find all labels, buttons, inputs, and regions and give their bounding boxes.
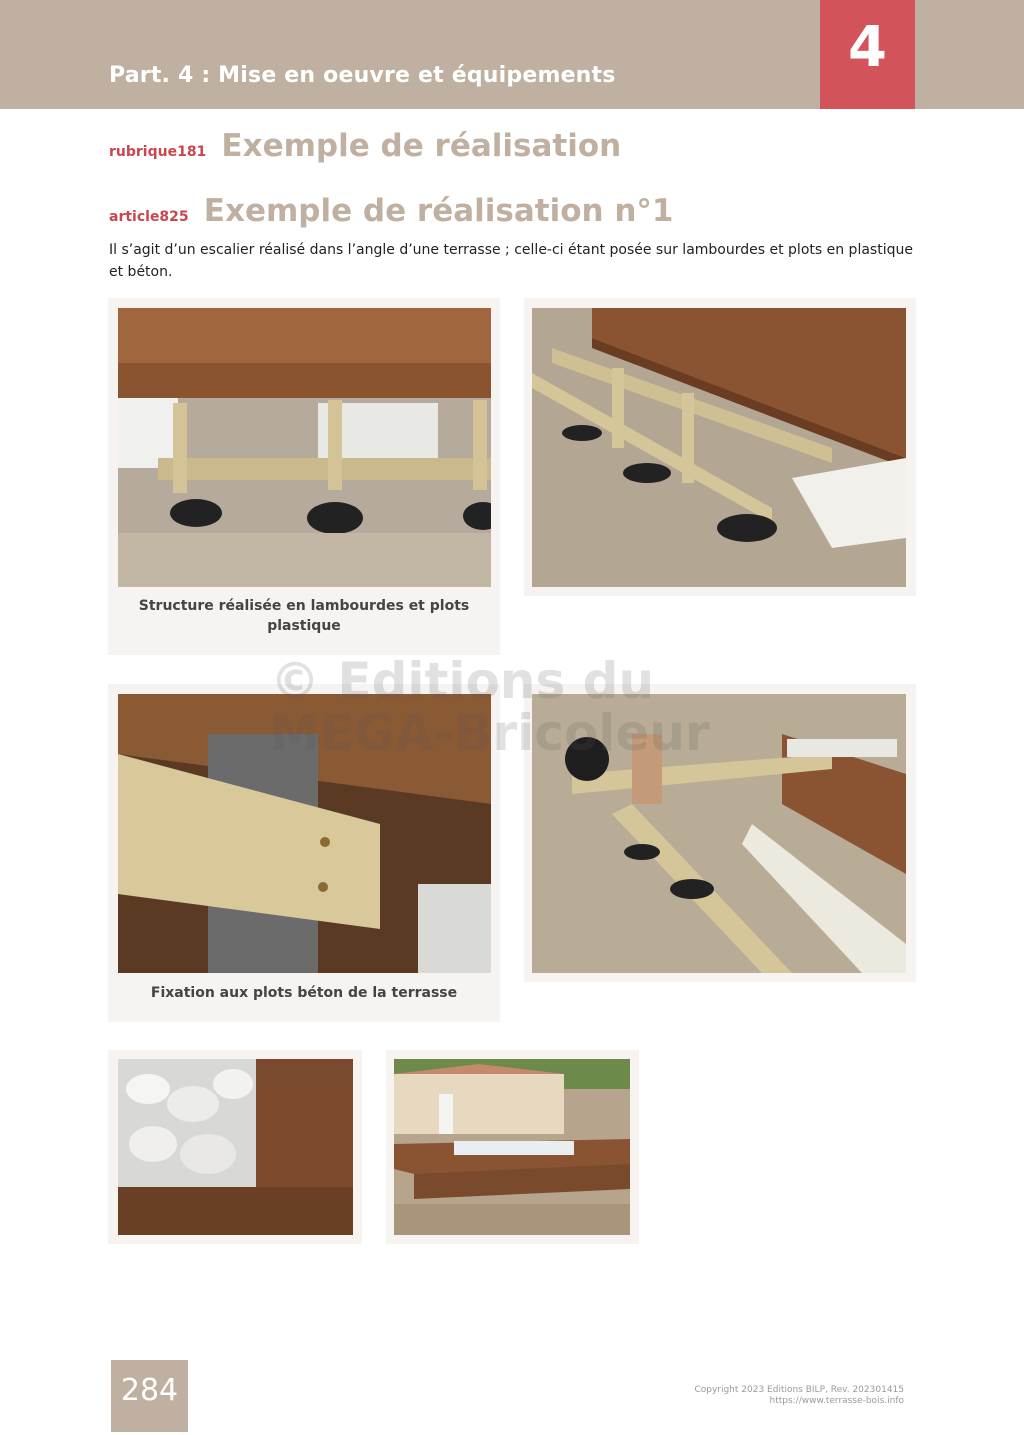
stones-and-boards-photo (118, 1059, 353, 1235)
article-title: Exemple de réalisation n°1 (203, 193, 674, 229)
photo-card-5 (108, 1050, 362, 1244)
page-number: 284 (111, 1360, 188, 1432)
photo-card-3 (108, 684, 500, 1022)
beam-fixing-photo (118, 694, 491, 973)
rubrique-title: Exemple de réalisation (221, 128, 622, 164)
chapter-number-badge: 4 (820, 0, 915, 109)
rubrique-heading (109, 128, 621, 164)
part-title: Part. 4 : Mise en oeuvre et équipements (109, 63, 616, 88)
photo-card-6 (386, 1050, 639, 1244)
watermark: © Editions du (270, 652, 655, 710)
copyright-notice (604, 1385, 904, 1407)
article-tag: article825 (109, 209, 189, 225)
ladder-frame-photo (532, 308, 906, 587)
article-intro: Il s’agit d’un escalier réalisé dans l’angle d’une terrasse ; celle-ci étant posée sur lambourdes et plots en plastique et béton. (109, 242, 913, 280)
photo-1-caption: Structure réalisée en lambourdes et plots plastique (138, 598, 470, 634)
photo-card-1 (108, 298, 500, 655)
copyright-text: Copyright 2023 Editions BILP, Rev. 202301415 (694, 1385, 904, 1395)
rubrique-tag: rubrique181 (109, 144, 207, 160)
article-heading (109, 193, 674, 229)
website-url[interactable]: https://www.terrasse-bois.info (769, 1396, 904, 1406)
finished-deck-photo (394, 1059, 630, 1235)
deck-structure-photo (118, 308, 491, 587)
photo-3-caption: Fixation aux plots béton de la terrasse (150, 985, 458, 1001)
installation-photo (532, 694, 906, 973)
photo-card-2 (524, 298, 916, 596)
photo-card-4 (524, 684, 916, 982)
